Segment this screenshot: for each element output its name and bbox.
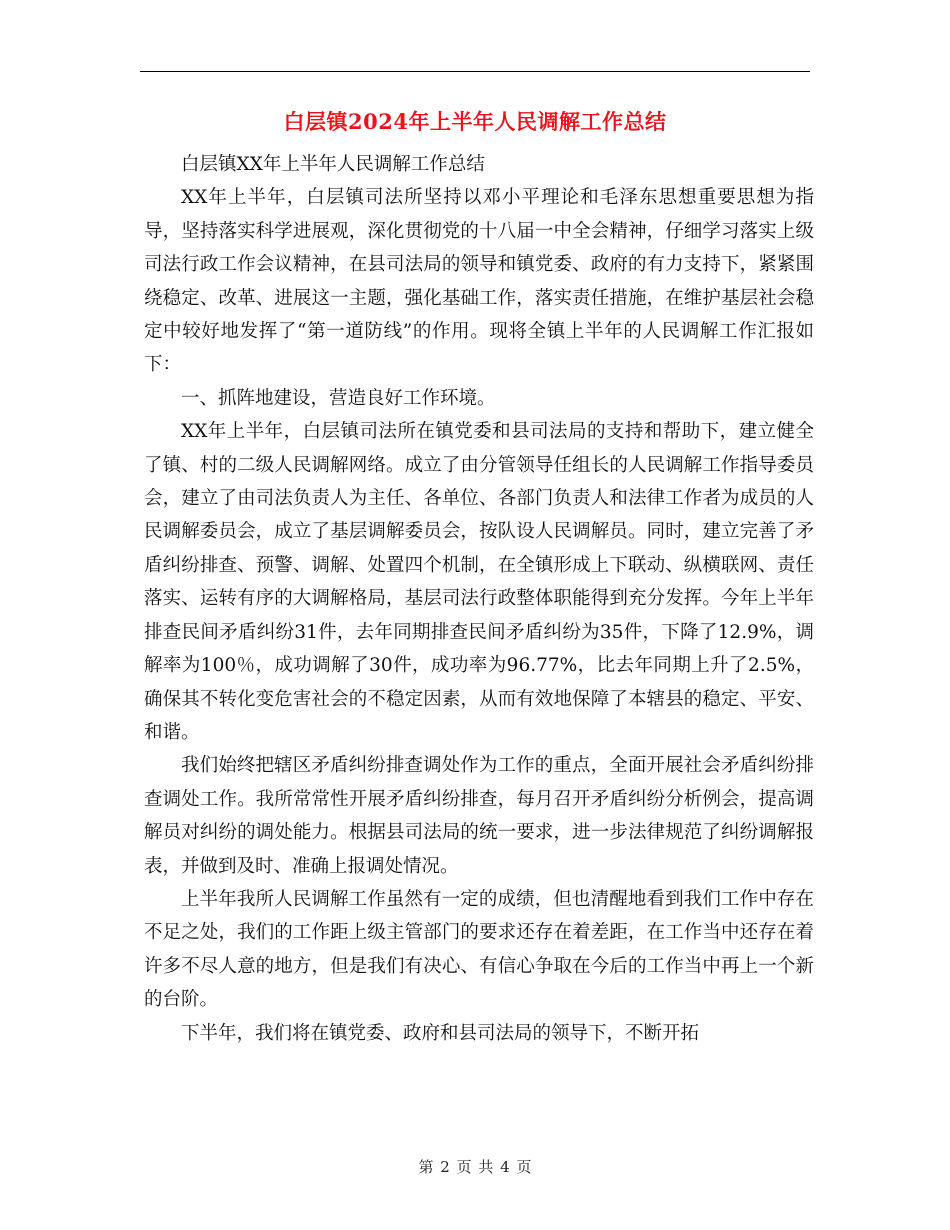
document-body: [144, 148, 814, 1050]
body-paragraph: XX年上半年，白层镇司法所在镇党委和县司法局的支持和帮助下，建立健全了镇、村的二级人民调解网络。成立了由分管领导任组长的人民调解工作指导委员会，建立了由司法负责人为主任、各单位、各部门负责人和法律工作者为成员的人民调解委员会，成立了基层调解委员会，按队设人民调解员。同时，建立完善了矛盾纠纷排查、预警、调解、处置四个机制，在全镇形成上下联动、纵横联网、责任落实、运转有序的大调解格局，基层司法行政整体职能得到充分发挥。今年上半年排查民间矛盾纠纷31件，去年同期排查民间矛盾纠纷为35件，下降了12.9%，调解率为100％，成功调解了30件，成功率为96.77%，比去年同期上升了2.5%，确保其不转化变危害社会的不稳定因素，从而有效地保障了本辖县的稳定、平安、和谐。: [144, 421, 814, 743]
body-paragraph: 我们始终把辖区矛盾纠纷排查调处作为工作的重点，全面开展社会矛盾纠纷排查调处工作。我所常常性开展矛盾纠纷排查，每月召开矛盾纠纷分析例会，提高调解员对纠纷的调处能力。根据县司法局的统一要求，进一步法律规范了纠纷调解报表，并做到及时、准确上报调处情况。: [144, 755, 814, 877]
page-number-footer: 第 2 页 共 4 页: [418, 1158, 532, 1176]
body-paragraph: 下半年，我们将在镇党委、政府和县司法局的领导下，不断开拓: [181, 1022, 700, 1044]
body-paragraph: 上半年我所人民调解工作虽然有一定的成绩，但也清醒地看到我们工作中存在不足之处，我们的工作距上级主管部门的要求还存在着差距，在工作当中还存在着许多不尽人意的地方，但是我们有决心、有信心争取在今后的工作当中再上一个新的台阶。: [144, 888, 814, 1011]
header-rule: [140, 71, 810, 72]
section-heading: 一、抓阵地建设，营造良好工作环境。: [181, 387, 496, 409]
body-paragraph: XX年上半年，白层镇司法所坚持以邓小平理论和毛泽东思想重要思想为指导，坚持落实科学进展观，深化贯彻党的十八届一中全会精神，仔细学习落实上级司法行政工作会议精神，在县司法局的领导和镇党委、政府的有力支持下，紧紧围绕稳定、改革、进展这一主题，强化基础工作，落实责任措施，在维护基层社会稳定中较好地发挥了“第一道防线”的作用。现将全镇上半年的人民调解工作汇报如下：: [144, 187, 814, 376]
document-title: 白层镇2024年上半年人民调解工作总结: [283, 109, 667, 134]
subtitle-paragraph: 白层镇XX年上半年人民调解工作总结: [181, 154, 485, 175]
